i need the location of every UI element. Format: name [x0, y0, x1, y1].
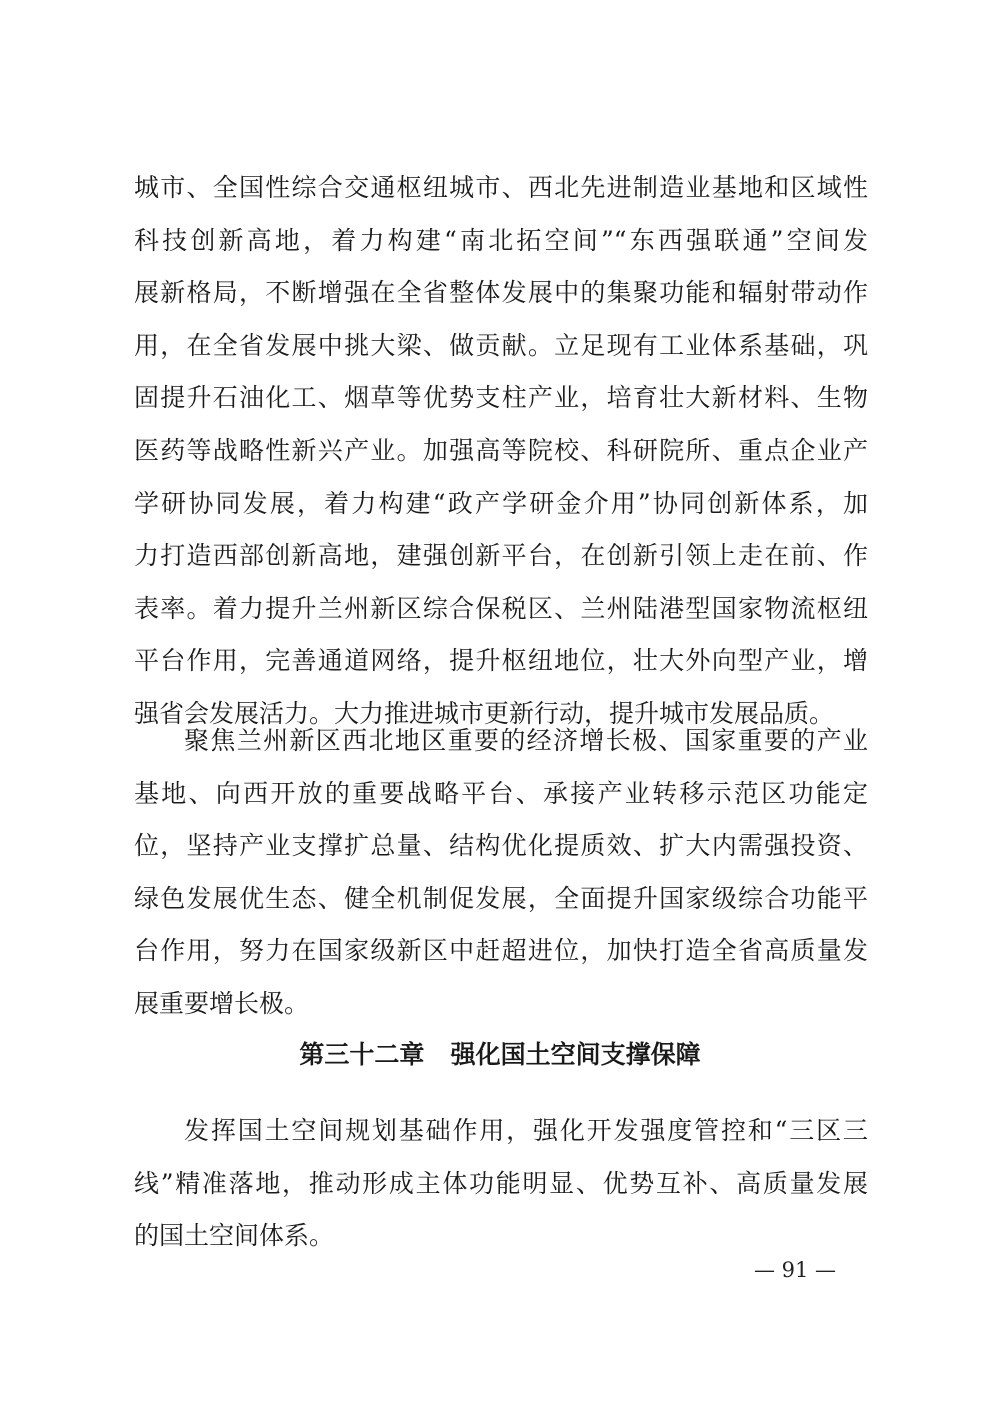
text-line: 固提升石油化工、烟草等优势支柱产业，培育壮大新材料、生物 [134, 383, 868, 413]
text-line: 展重要增长极。 [134, 988, 310, 1018]
text-line: 展新格局，不断增强在全省整体发展中的集聚功能和辐射带动作 [134, 278, 868, 308]
text-line: 表率。着力提升兰州新区综合保税区、兰州陆港型国家物流枢纽 [134, 593, 868, 623]
page-number: — 91 — [753, 1258, 837, 1282]
text-line: 学研协同发展，着力构建“政产学研金介用”协同创新体系，加 [134, 488, 868, 518]
paragraph-continued [134, 162, 868, 741]
text-line: 用，在全省发展中挑大梁、做贡献。立足现有工业体系基础，巩 [134, 330, 868, 360]
text-line: 位，坚持产业支撑扩总量、结构优化提质效、扩大内需强投资、 [134, 831, 868, 861]
chapter-title: 强化国土空间支撑保障 [450, 1040, 701, 1069]
text-line: 的国土空间体系。 [134, 1221, 335, 1251]
paragraph-lanzhou-new-area [134, 715, 868, 1031]
text-line: 医药等战略性新兴产业。加强高等院校、科研院所、重点企业产 [134, 435, 868, 465]
chapter-heading [0, 1030, 1000, 1080]
text-line: 平台作用，完善通道网络，提升枢纽地位，壮大外向型产业，增 [134, 646, 868, 676]
text-line: 力打造西部创新高地，建强创新平台，在创新引领上走在前、作 [134, 541, 868, 571]
text-line: 台作用，努力在国家级新区中赶超进位，加快打造全省高质量发 [134, 936, 868, 966]
text-line: 线”精准落地，推动形成主体功能明显、优势互补、高质量发展 [134, 1168, 868, 1198]
text-line: 发挥国土空间规划基础作用，强化开发强度管控和“三区三 [184, 1116, 868, 1145]
text-line: 基地、向西开放的重要战略平台、承接产业转移示范区功能定 [134, 778, 868, 808]
text-line: 聚焦兰州新区西北地区重要的经济增长极、国家重要的产业 [184, 726, 868, 755]
chapter-number: 第三十二章 [299, 1040, 425, 1069]
text-line: 科技创新高地，着力构建“南北拓空间”“东西强联通”空间发 [134, 225, 868, 255]
text-line: 强省会发展活力。大力推进城市更新行动，提升城市发展品质。 [134, 698, 835, 728]
text-line: 绿色发展优生态、健全机制促发展，全面提升国家级综合功能平 [134, 883, 868, 913]
text-line: 城市、全国性综合交通枢纽城市、西北先进制造业基地和区域性 [134, 173, 868, 202]
paragraph-territorial-space [134, 1105, 868, 1263]
